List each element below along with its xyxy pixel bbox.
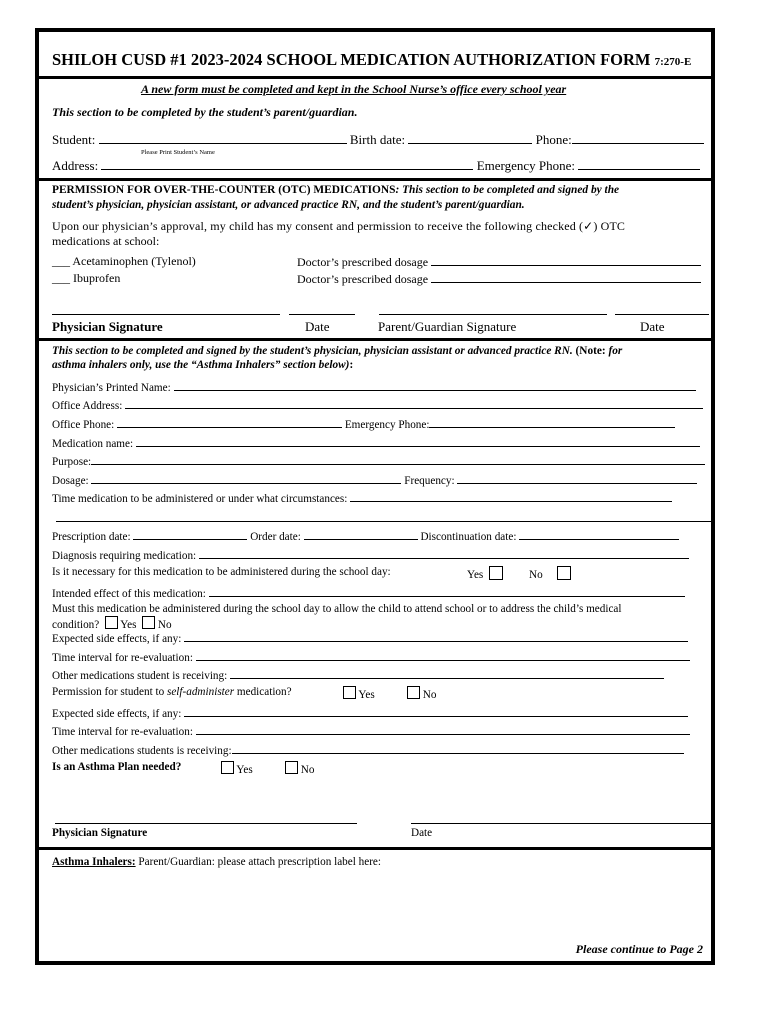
- purpose-label: Purpose:: [52, 456, 92, 468]
- medication-authorization-form: [35, 28, 715, 965]
- office-address-label: Office Address:: [52, 400, 123, 412]
- dates-row: [52, 528, 679, 543]
- must-yes-checkbox[interactable]: [105, 616, 118, 629]
- side-effects-label-2: Expected side effects, if any:: [52, 708, 182, 720]
- physician-divider: [39, 847, 711, 850]
- side-effects-label: Expected side effects, if any:: [52, 633, 182, 645]
- other-meds-label-2: Other medications students is receiving:: [52, 745, 232, 757]
- asthma-plan-no-checkbox[interactable]: [285, 761, 298, 774]
- otc-date-label-1: Date: [305, 319, 330, 334]
- purpose-row: [52, 453, 705, 468]
- dosage-label-2: Doctor’s prescribed dosage: [297, 272, 429, 286]
- must-administer-line2: [52, 616, 172, 631]
- phone-label: Phone:: [535, 132, 572, 147]
- asthma-plan-yes-checkbox[interactable]: [221, 761, 234, 774]
- dosage-field[interactable]: [91, 472, 401, 484]
- otc-physician-signature-label: Physician Signature: [52, 319, 163, 334]
- must-yes-label: Yes: [120, 619, 137, 631]
- side-effects-row-2: [52, 705, 688, 720]
- form-subtitle: A new form must be completed and kept in the School Nurse’s office every school year: [141, 82, 567, 96]
- printed-name-row: [52, 379, 696, 394]
- other-meds-field[interactable]: [230, 667, 664, 679]
- diagnosis-row: [52, 547, 689, 562]
- other-meds-field-2[interactable]: [232, 742, 684, 754]
- self-admin-no-label: No: [422, 689, 437, 701]
- otc-heading: [52, 184, 619, 196]
- student-label: Student:: [52, 132, 96, 147]
- reeval-field-2[interactable]: [196, 723, 690, 735]
- time-admin-field[interactable]: [350, 490, 672, 502]
- office-phone-label: Office Phone:: [52, 419, 115, 431]
- reeval-field[interactable]: [196, 649, 690, 661]
- otc-parent-signature-label: Parent/Guardian Signature: [378, 319, 517, 334]
- physician-intro-note: (Note:: [575, 345, 606, 357]
- otc-heading-text: PERMISSION FOR OVER-THE-COUNTER (OTC) MEDICATIONS: [52, 184, 396, 196]
- discontinuation-date-label: Discontinuation date:: [420, 531, 517, 543]
- physician-signature-label: Physician Signature: [52, 827, 148, 839]
- necessary-yes-checkbox[interactable]: [489, 566, 503, 580]
- otc-date-label-2: Date: [640, 319, 665, 334]
- asthma-plan-no-label: No: [300, 764, 315, 776]
- printed-name-label: Physician’s Printed Name:: [52, 382, 171, 394]
- otc-heading-line2: student’s physician, physician assistant, or advanced practice RN, and the student’s parent/guardian.: [52, 199, 525, 211]
- physician-emergency-field[interactable]: [429, 416, 675, 428]
- student-divider: [39, 178, 711, 181]
- otc-acetaminophen-dosage: [297, 254, 701, 270]
- diagnosis-field[interactable]: [199, 547, 689, 559]
- self-admin-yes-checkbox[interactable]: [343, 686, 356, 699]
- birth-date-label: Birth date:: [349, 132, 406, 147]
- office-phone-row: [52, 416, 675, 431]
- necessary-no[interactable]: [529, 566, 571, 581]
- emergency-phone-label: Emergency Phone:: [476, 158, 576, 173]
- purpose-field[interactable]: [91, 453, 705, 465]
- reeval-label: Time interval for re-evaluation:: [52, 652, 193, 664]
- self-admin-pre: Permission for student to: [52, 686, 165, 698]
- discontinuation-date-field[interactable]: [519, 528, 679, 540]
- self-admin-yes-label: Yes: [358, 689, 375, 701]
- birth-date-field[interactable]: [408, 132, 532, 144]
- dosage-label: Dosage:: [52, 475, 89, 487]
- emergency-phone-field[interactable]: [578, 158, 700, 170]
- asthma-inhalers-label: Asthma Inhalers:: [52, 856, 136, 868]
- prescription-date-label: Prescription date:: [52, 531, 131, 543]
- intended-effect-row: [52, 585, 685, 600]
- asthma-plan-label: Is an Asthma Plan needed?: [52, 761, 182, 773]
- medication-name-row: [52, 435, 700, 450]
- prescription-date-field[interactable]: [133, 528, 247, 540]
- office-address-field[interactable]: [125, 397, 703, 409]
- otc-physician-signature-line[interactable]: [52, 314, 280, 315]
- order-date-label: Order date:: [250, 531, 301, 543]
- must-no-checkbox[interactable]: [142, 616, 155, 629]
- frequency-field[interactable]: [457, 472, 697, 484]
- side-effects-row: [52, 630, 688, 645]
- otc-ibuprofen-dosage: [297, 271, 701, 287]
- physician-signature-line[interactable]: [55, 823, 357, 824]
- physician-date-label: Date: [411, 827, 433, 839]
- intended-effect-label: Intended effect of this medication:: [52, 588, 206, 600]
- time-admin-field-2[interactable]: [56, 521, 711, 522]
- asthma-plan-no[interactable]: [285, 761, 314, 776]
- side-effects-field[interactable]: [184, 630, 688, 642]
- ibuprofen-dosage-field[interactable]: [431, 271, 701, 283]
- title-divider: [39, 76, 711, 79]
- asthma-plan-yes-label: Yes: [236, 764, 253, 776]
- form-title: [52, 50, 691, 70]
- phone-field[interactable]: [572, 132, 704, 144]
- student-row: [52, 132, 704, 148]
- side-effects-field-2[interactable]: [184, 705, 688, 717]
- frequency-label: Frequency:: [404, 475, 455, 487]
- self-admin-no[interactable]: [407, 686, 436, 701]
- physician-intro-line2: asthma inhalers only, use the “Asthma Inhalers” section below):: [52, 359, 354, 371]
- other-meds-row: [52, 667, 664, 682]
- otc-acetaminophen[interactable]: ___ Acetaminophen (Tylenol): [52, 254, 196, 268]
- intended-effect-field[interactable]: [209, 585, 685, 597]
- otc-date-line-2[interactable]: [615, 314, 709, 315]
- must-condition-label: condition?: [52, 619, 100, 631]
- physician-intro-text: This section to be completed and signed by the student’s physician, physician assistant or advanced practice RN.: [52, 345, 573, 357]
- address-row: [52, 158, 700, 174]
- must-no-label: No: [157, 619, 172, 631]
- reeval-row-2: [52, 723, 690, 738]
- print-name-hint: Please Print Student’s Name: [141, 149, 215, 156]
- physician-intro-line1: [52, 345, 622, 357]
- address-label: Address:: [52, 158, 99, 173]
- otc-ibuprofen[interactable]: ___ Ibuprofen: [52, 271, 121, 285]
- self-admin-row: [52, 686, 292, 698]
- title-text: SHILOH CUSD #1 2023-2024 SCHOOL MEDICATION AUTHORIZATION FORM: [52, 50, 651, 69]
- asthma-plan-yes[interactable]: [221, 761, 253, 776]
- diagnosis-label: Diagnosis requiring medication:: [52, 550, 197, 562]
- necessary-no-label: No: [529, 569, 543, 581]
- office-phone-field[interactable]: [117, 416, 342, 428]
- continue-note: Please continue to Page 2: [575, 942, 703, 956]
- physician-intro-note-rest: for: [608, 345, 623, 357]
- otc-divider: [39, 338, 711, 341]
- acetaminophen-dosage-field[interactable]: [431, 254, 701, 266]
- self-admin-no-checkbox[interactable]: [407, 686, 420, 699]
- reeval-label-2: Time interval for re-evaluation:: [52, 726, 193, 738]
- necessary-yes[interactable]: [467, 566, 503, 581]
- self-admin-post: medication?: [236, 686, 292, 698]
- printed-name-field[interactable]: [174, 379, 696, 391]
- physician-emergency-label: Emergency Phone:: [344, 419, 430, 431]
- necessary-label: Is it necessary for this medication to be administered during the school day:: [52, 566, 391, 578]
- otc-consent-line2: medications at school:: [52, 234, 160, 248]
- necessary-yes-label: Yes: [467, 569, 484, 581]
- other-meds-label: Other medications student is receiving:: [52, 670, 228, 682]
- parent-section-note: This section to be completed by the student’s parent/guardian.: [52, 105, 358, 119]
- asthma-inhalers-text: Parent/Guardian: please attach prescription label here:: [138, 856, 382, 868]
- otc-parent-signature-line[interactable]: [379, 314, 607, 315]
- dosage-row: [52, 472, 697, 487]
- medication-name-field[interactable]: [136, 435, 700, 447]
- otc-consent-line1: Upon our physician’s approval, my child has my consent and permission to receive the following checked (✓) OTC: [52, 219, 626, 233]
- otc-date-line-1[interactable]: [289, 314, 355, 315]
- self-admin-yes[interactable]: [343, 686, 375, 701]
- time-admin-row: [52, 490, 672, 505]
- self-admin-em: self-administer: [166, 686, 235, 698]
- student-name-field[interactable]: [99, 132, 347, 144]
- other-meds-row-2: [52, 742, 684, 757]
- form-code: 7:270-E: [654, 56, 692, 68]
- physician-intro-line2-text: asthma inhalers only, use the “Asthma Inhalers” section below): [52, 359, 350, 371]
- dosage-label-1: Doctor’s prescribed dosage: [297, 255, 429, 269]
- must-administer-line1: Must this medication be administered during the school day to allow the child to attend school or to address the child’s medical: [52, 603, 622, 615]
- office-address-row: [52, 397, 703, 412]
- reeval-row: [52, 649, 690, 664]
- necessary-no-checkbox[interactable]: [557, 566, 571, 580]
- physician-date-line[interactable]: [411, 823, 711, 824]
- address-field[interactable]: [101, 158, 473, 170]
- time-admin-label: Time medication to be administered or under what circumstances:: [52, 493, 348, 505]
- medication-name-label: Medication name:: [52, 438, 134, 450]
- order-date-field[interactable]: [304, 528, 418, 540]
- asthma-inhalers-row: [52, 856, 381, 868]
- otc-heading-rest: : This section to be completed and signed by the: [395, 184, 620, 196]
